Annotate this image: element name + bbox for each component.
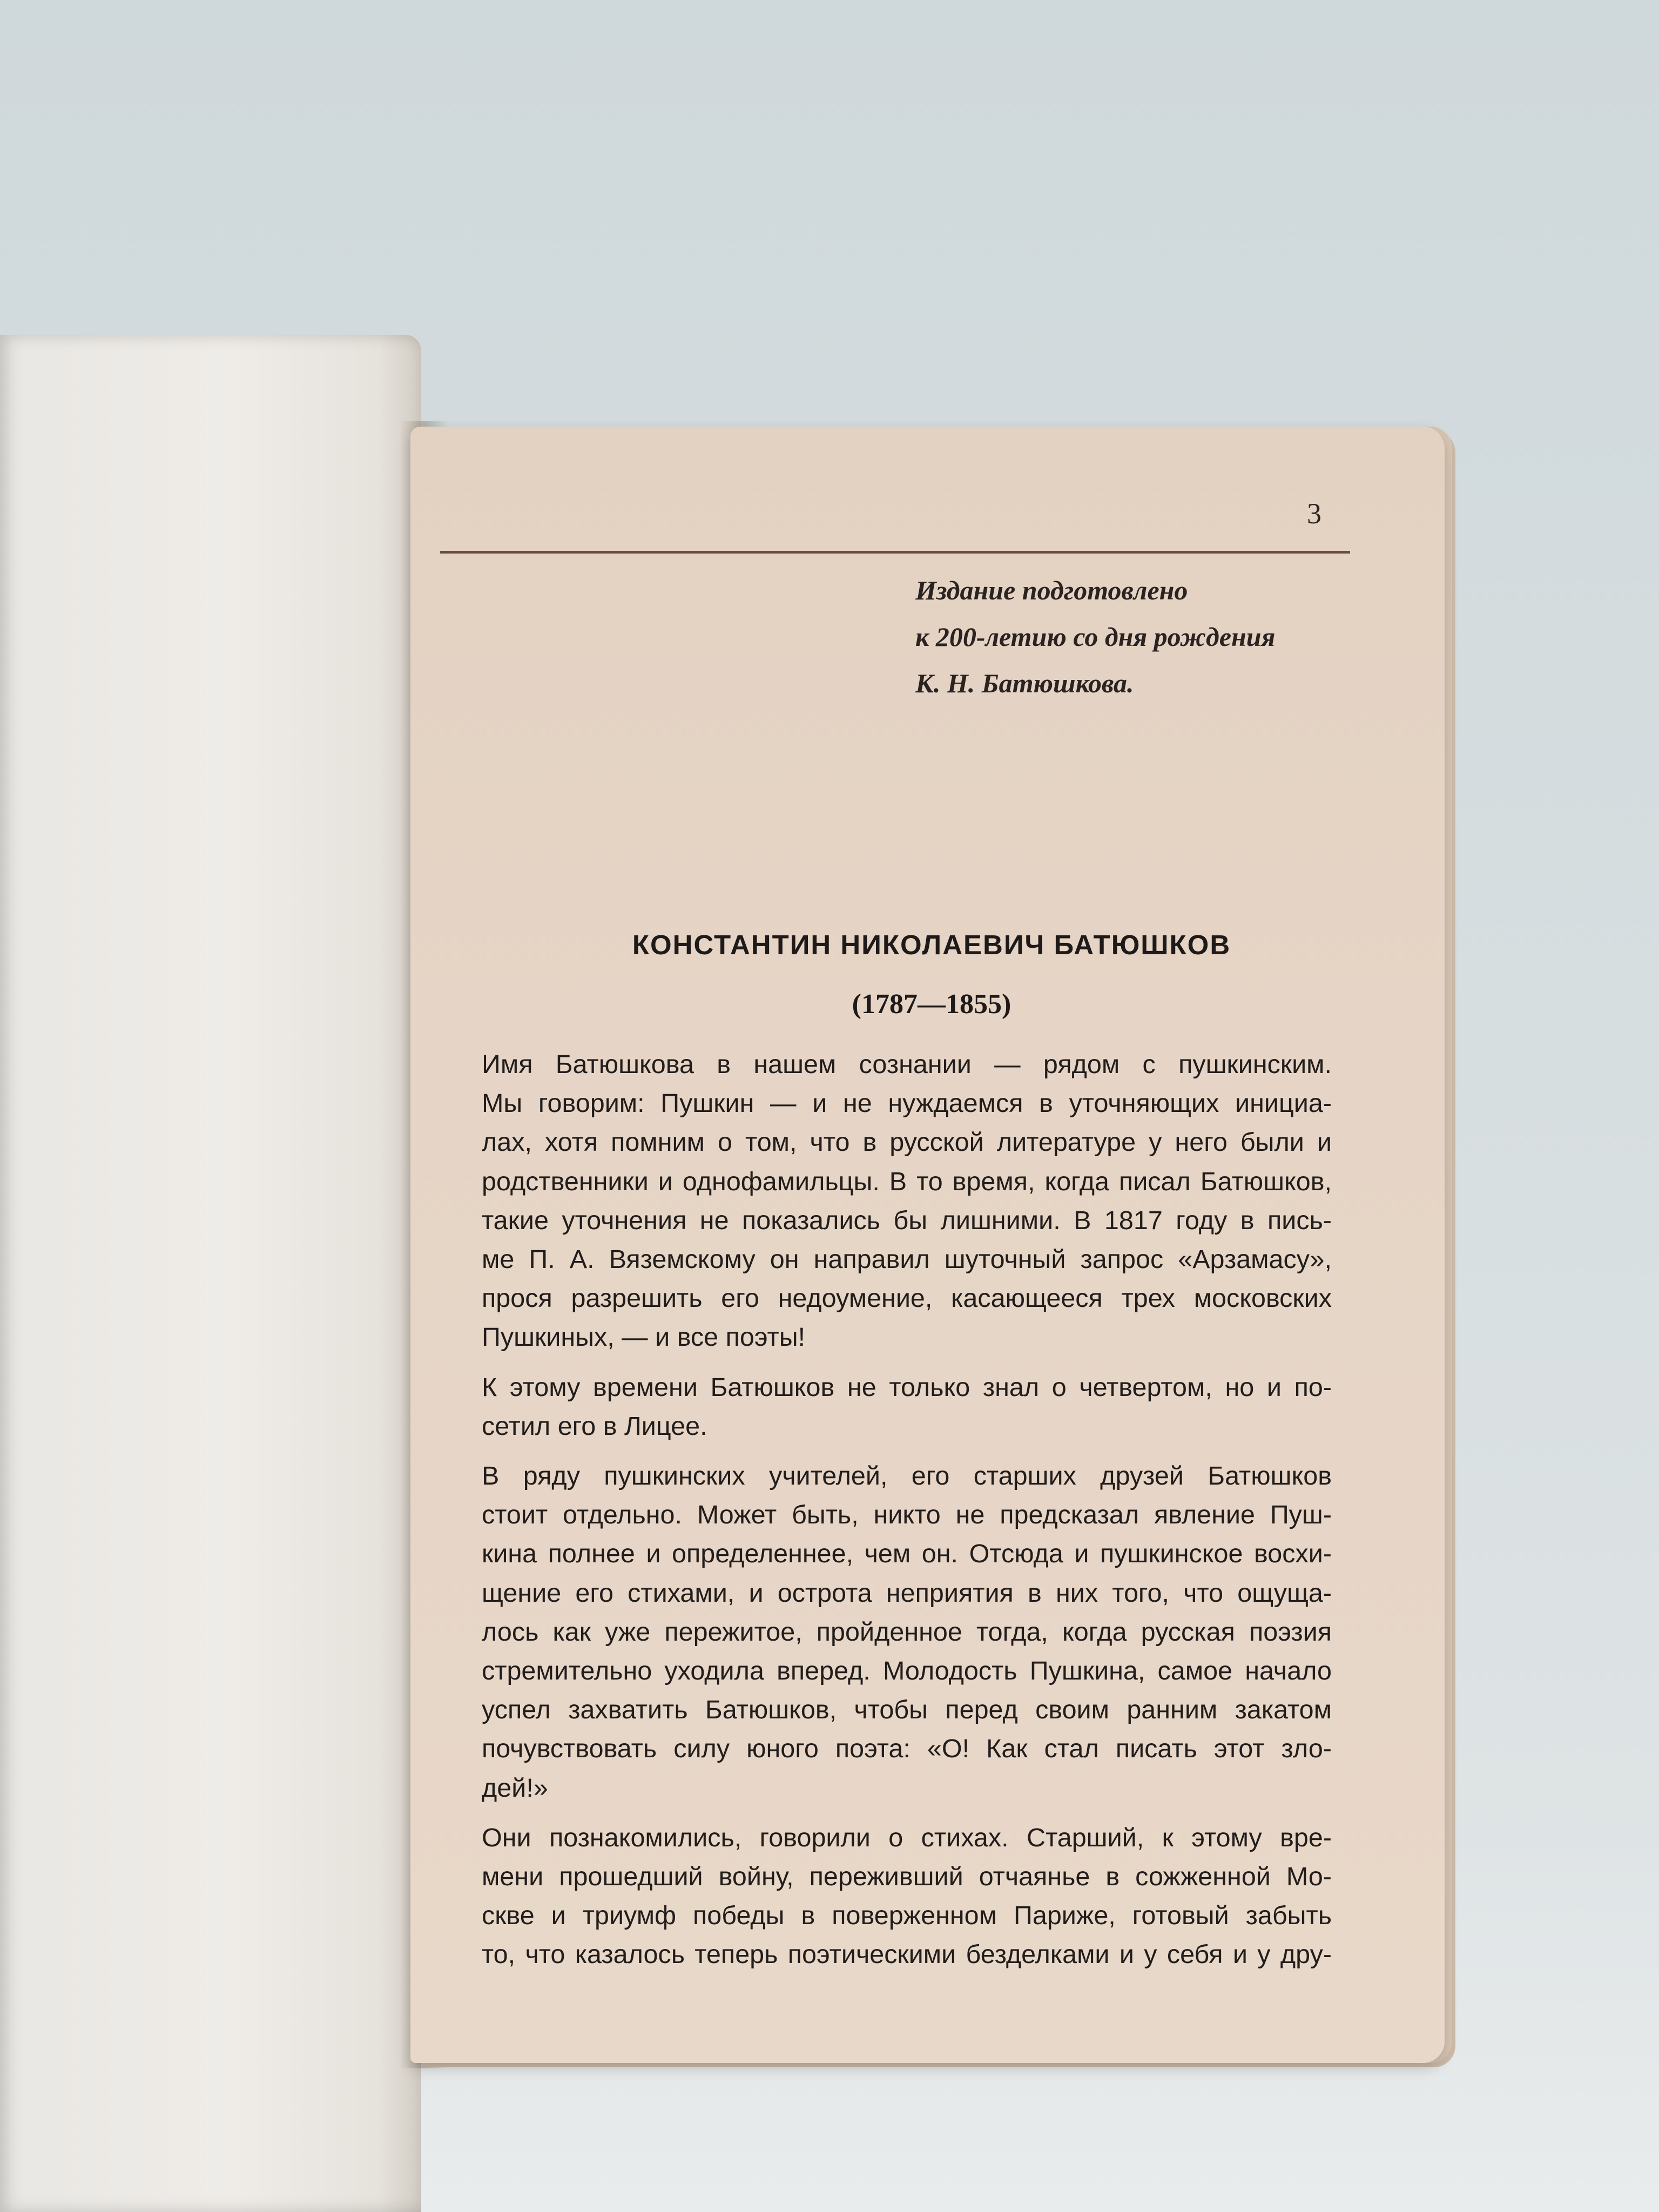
text-line: Они познакомились, говорили о стихах. Старший, к этому вре- (482, 1823, 1332, 1852)
body-text (442, 1045, 1332, 1985)
text-line: лах, хотя помним о том, что в русской литературе у него были и (482, 1128, 1332, 1157)
text-line: сетил его в Лицее. (482, 1411, 707, 1441)
text-line: мени прошедший войну, переживший отчаянье в сожженной Мо- (482, 1862, 1332, 1892)
text-line: родственники и однофамильцы. В то время, когда писал Батюшков, (482, 1166, 1332, 1196)
header-rule (440, 551, 1350, 554)
life-dates: (1787—1855) (852, 989, 1011, 1020)
text-line: кина полнее и определеннее, чем он. Отсюда и пушкинское восхи- (482, 1539, 1332, 1569)
dedication-line: К. Н. Батюшкова. (915, 668, 1134, 698)
paragraph (442, 1818, 1332, 1974)
text-line: В ряду пушкинских учителей, его старших друзей Батюшков (482, 1461, 1332, 1491)
text-line: прося разрешить его недоумение, касающееся трех московских (482, 1284, 1332, 1313)
text-line: дей!» (482, 1773, 548, 1803)
dedication-line: Издание подготовлено (915, 575, 1188, 605)
text-line: такие уточнения не показались бы лишними. В 1817 году в пись- (482, 1205, 1332, 1235)
dedication-line: к 200-летию со дня рождения (915, 622, 1276, 652)
text-line: щение его стихами, и острота неприятия в них того, что ощуща- (482, 1578, 1332, 1608)
dedication (915, 567, 1401, 706)
text-line: Мы говорим: Пушкин — и не нуждаемся в уточняющих инициа- (482, 1089, 1332, 1118)
page-number: 3 (1307, 497, 1321, 530)
chapter-title: КОНСТАНТИН НИКОЛАЕВИЧ БАТЮШКОВ (632, 929, 1231, 960)
text-line: Пушкиных, — и все поэты! (482, 1323, 806, 1352)
paragraph (442, 1368, 1332, 1446)
left-page (0, 335, 421, 2212)
paragraph (442, 1456, 1332, 1808)
text-line: К этому времени Батюшков не только знал о четвертом, но и по- (482, 1372, 1332, 1402)
text-line: стремительно уходила вперед. Молодость Пушкина, самое начало (482, 1656, 1332, 1686)
text-line: успел захватить Батюшков, чтобы перед своим ранним закатом (482, 1695, 1332, 1725)
text-line: лось как уже пережитое, пройденное тогда, когда русская поэзия (482, 1617, 1332, 1647)
text-line: почувствовать силу юного поэта: «О! Как стал писать этот зло- (482, 1734, 1332, 1764)
text-line: скве и триумф победы в поверженном Париже, готовый забыть (482, 1901, 1332, 1931)
paragraph (442, 1045, 1332, 1357)
text-line: то, что казалось теперь поэтическими безделками и у себя и у дру- (482, 1940, 1332, 1970)
text-line: ме П. А. Вяземскому он направил шуточный запрос «Арзамасу», (482, 1245, 1332, 1274)
text-line: стоит отдельно. Может быть, никто не предсказал явление Пуш- (482, 1500, 1332, 1530)
text-line: Имя Батюшкова в нашем сознании — рядом с пушкинским. (482, 1050, 1332, 1079)
